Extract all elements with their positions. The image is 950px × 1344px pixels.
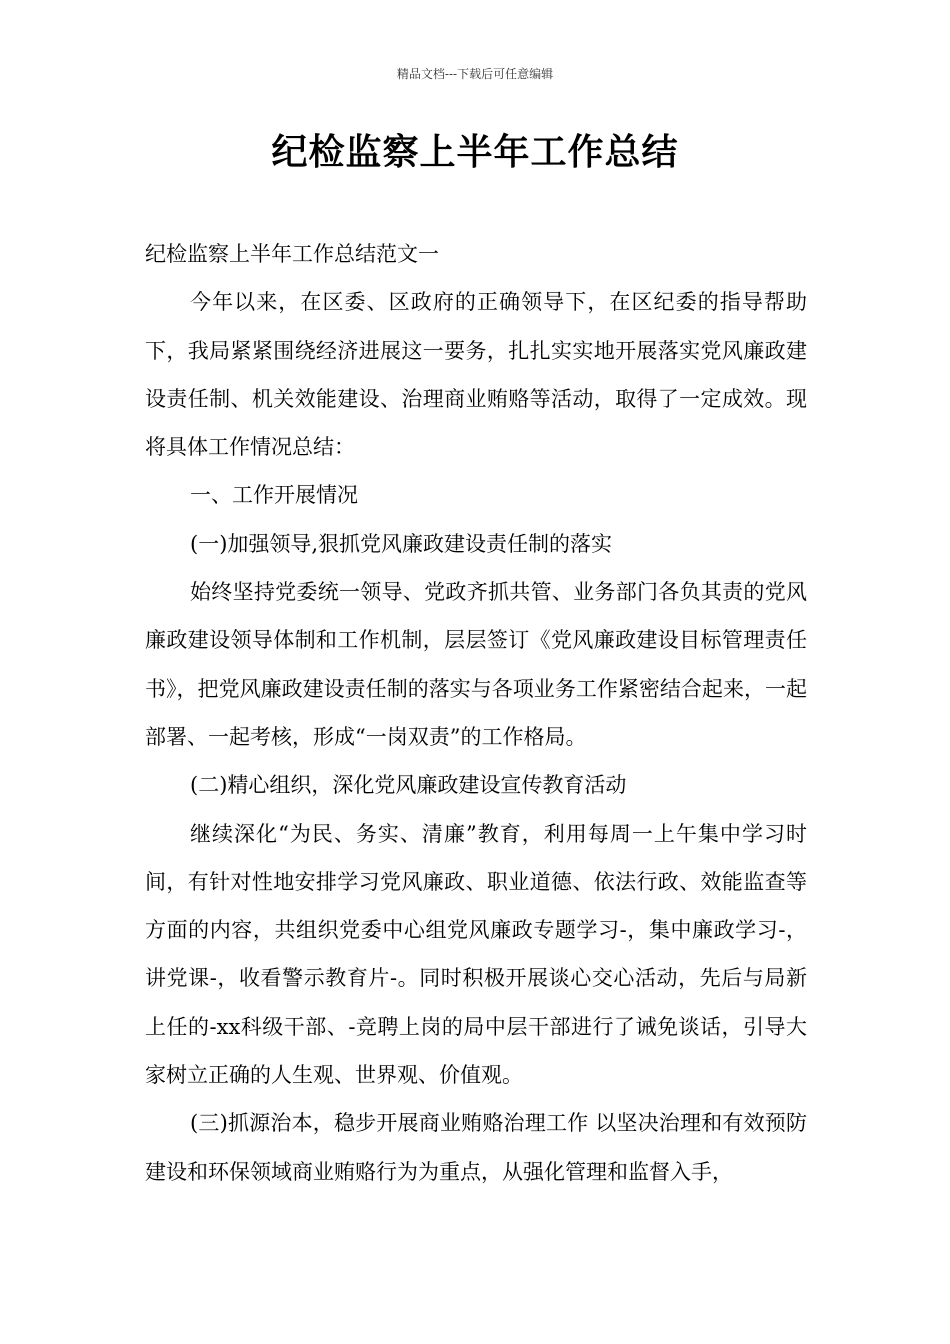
paragraph-subtitle: 纪检监察上半年工作总结范文一 [145,242,439,266]
paragraph-intro: 今年以来，在区委、区政府的正确领导下，在区纪委的指导帮助下，我局紧紧围绕经济进展这一要务，扎扎实实地开展落实党风廉政建设责任制、机关效能建设、治理商业贿赂等活动，取得了一定成效。现将具体工作情况总结： [145,290,807,460]
paragraph-body-1: 始终坚持党委统一领导、党政齐抓共管、业务部门各负其责的党风廉政建设领导体制和工作机制，层层签订《党风廉政建设目标管理责任书》，把党风廉政建设责任制的落实与各项业务工作紧密结合起来，一起部署、一起考核，形成“一岗双责”的工作格局。 [145,580,807,749]
subsection-heading-1: (一)加强领导,狠抓党风廉政建设责任制的落实 [190,531,613,556]
document-title: 纪检监察上半年工作总结 [271,131,679,173]
section-heading: 一、工作开展情况 [190,483,358,508]
paragraph-body-3: (三)抓源治本，稳步开展商业贿赂治理工作 以坚决治理和有效预防建设和环保领域商业贿赂行为为重点，从强化管理和监督入手， [145,1111,807,1184]
header-note: 精品文档---下载后可任意编辑 [396,67,554,81]
subsection-heading-2: (二)精心组织，深化党风廉政建设宣传教育活动 [190,773,627,798]
document-body [145,230,807,1196]
paragraph-body-2: 继续深化“为民、务实、清廉”教育，利用每周一上午集中学习时间，有针对性地安排学习党风廉政、职业道德、依法行政、效能监查等方面的内容，共组织党委中心组党风廉政专题学习-，集中廉政学习-，讲党课-，收看警示教育片-。同时积极开展谈心交心活动，先后与局新上任的-xx科级干部、-竞聘上岗的局中层干部进行了诫免谈话，引导大家树立正确的人生观、世界观、价值观。 [145,821,807,1088]
